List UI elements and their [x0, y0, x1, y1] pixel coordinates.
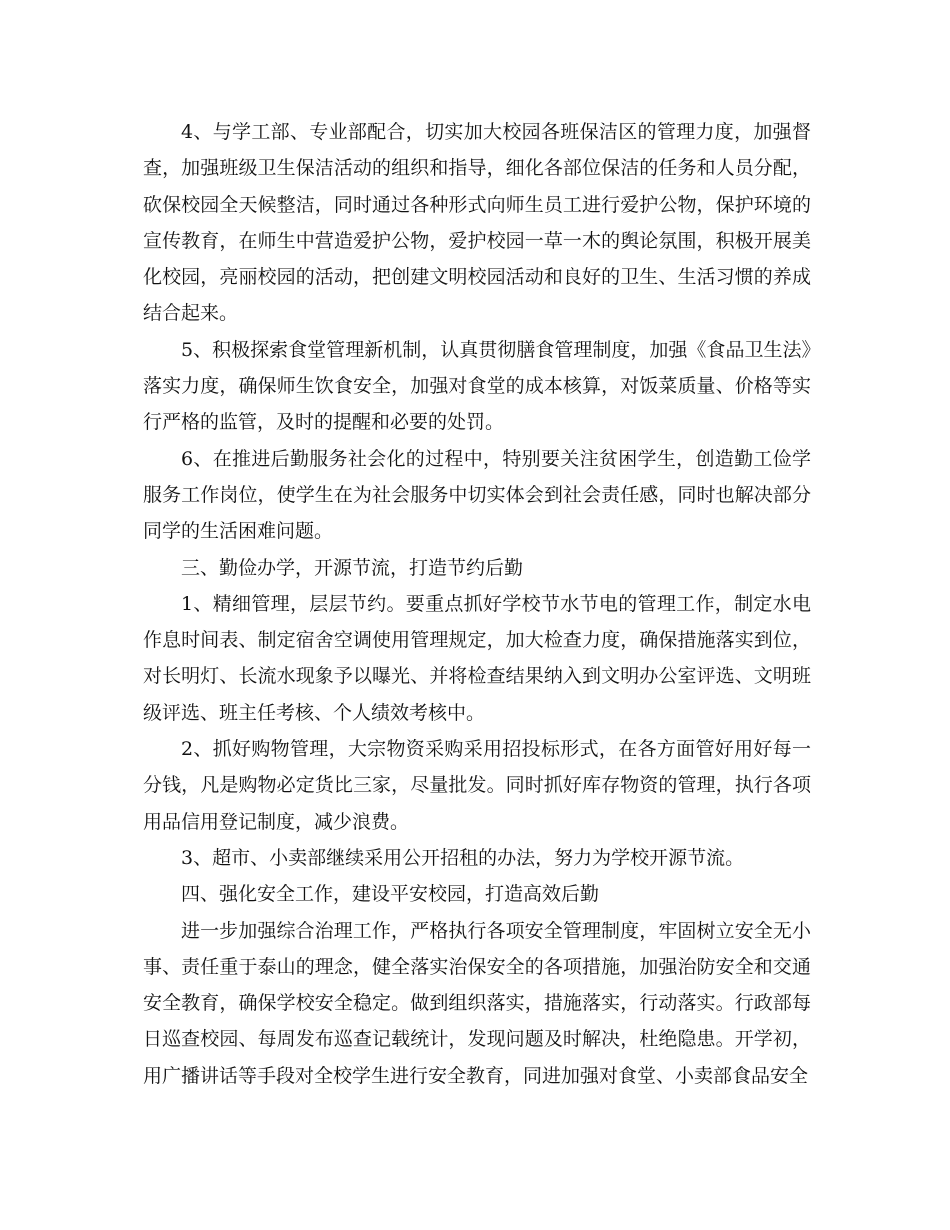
paragraph-item-4: 4、与学工部、专业部配合，切实加大校园各班保洁区的管理力度，加强督查，加强班级卫生保洁活动的组织和指导，细化各部位保洁的任务和人员分配，砍保校园全天候整洁，同时通过各种形式向师生员工进行爱护公物，保护环境的宣传教育，在师生中营造爱护公物，爱护校园一草一木的舆论氛围，积极开展美化校园，亮丽校园的活动，把创建文明校园活动和良好的卫生、生活习惯的养成结合起来。	[143, 121, 811, 325]
paragraph-item-6: 6、在推进后勤服务社会化的过程中，特别要关注贫困学生，创造勤工俭学服务工作岗位，使学生在为社会服务中切实体会到社会责任感，同时也解决部分同学的生活困难问题。	[143, 447, 811, 543]
section-heading-3: 三、勤俭办学，开源节流，打造节约后勤	[181, 556, 524, 579]
paragraph-item-1: 1、精细管理，层层节约。要重点抓好学校节水节电的管理工作，制定水电作息时间表、制定宿舍空调使用管理规定，加大检查力度，确保措施落实到位，对长明灯、长流水现象予以曝光、并将检查结果纳入到文明办公室评选、文明班级评选、班主任考核、个人绩效考核中。	[143, 592, 811, 724]
document-body	[143, 114, 811, 1094]
paragraph-item-3: 3、超市、小卖部继续采用公开招租的办法，努力为学校开源节流。	[181, 846, 745, 869]
paragraph-item-5: 5、积极探索食堂管理新机制，认真贯彻膳食管理制度，加强《食品卫生法》落实力度，确保师生饮食安全，加强对食堂的成本核算，对饭菜质量、价格等实行严格的监管，及时的提醒和必要的处罚。	[143, 338, 811, 434]
paragraph-item-2: 2、抓好购物管理，大宗物资采购采用招投标形式，在各方面管好用好每一分钱，凡是购物必定货比三家，尽量批发。同时抓好库存物资的管理，执行各项用品信用登记制度，减少浪费。	[143, 738, 811, 833]
paragraph-safety: 进一步加强综合治理工作，严格执行各项安全管理制度，牢固树立安全无小事、责任重于泰山的理念，健全落实治保安全的各项措施，加强治防安全和交通安全教育，确保学校安全稳定。做到组织落实，措施落实，行动落实。行政部每日巡查校园、每周发布巡查记载统计，发现问题及时解决，杜绝隐患。开学初，用广播讲话等手段对全校学生进行安全教育，同进加强对食堂、小卖部食品安全	[143, 919, 811, 1087]
section-heading-4: 四、强化安全工作，建设平安校园，打造高效后勤	[181, 883, 600, 906]
